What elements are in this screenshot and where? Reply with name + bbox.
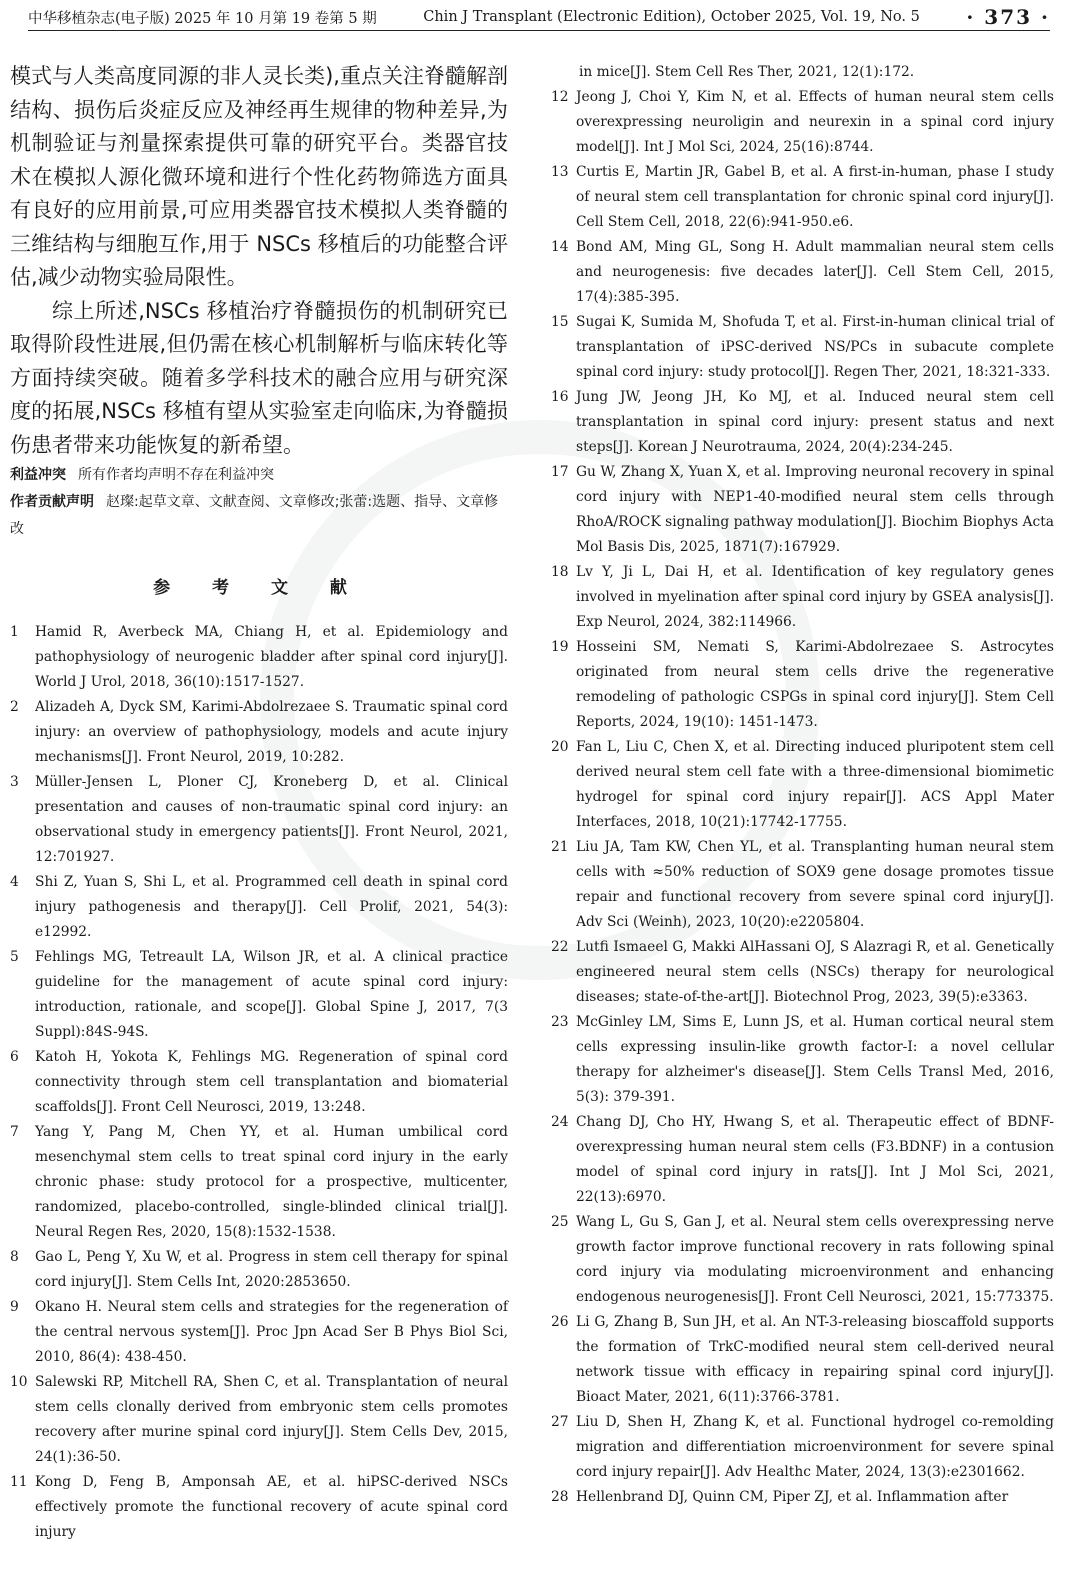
journal-title-cn: 中华移植杂志(电子版) 2025 年 10 月第 19 卷第 5 期 [28, 10, 377, 27]
reference-number: 21 [551, 839, 569, 855]
reference-text: Chang DJ, Cho HY, Hwang S, et al. Therapeutic effect of BDNF-overexpressing human neural stem cells (F3.BDNF) in a contusion model of spinal cord injury in rats[J]. Int J Mol Sci, 2021, 22(13):6970. [576, 1114, 1054, 1205]
reference-text: Curtis E, Martin JR, Gabel B, et al. A first-in-human, phase I study of neural stem cell transplantation for chronic spinal cord injury[J]. Cell Stem Cell, 2018, 22(6):941-950.e6. [576, 164, 1054, 230]
reference-item [10, 945, 508, 1045]
reference-text: Hamid R, Averbeck MA, Chiang H, et al. Epidemiology and pathophysiology of neurogenic bladder after spinal cord injury[J]. World J Urol, 2018, 36(10):1517-1527. [35, 624, 508, 690]
reference-number: 28 [551, 1489, 569, 1505]
reference-text: Liu JA, Tam KW, Chen YL, et al. Transplanting human neural stem cells with ≈50% reduction of SOX9 gene dosage promotes tissue repair and functional recovery from severe spinal cord injury[J]. Adv Sci (Weinh), 2023, 10(20):e2205804. [576, 839, 1054, 930]
reference-number: 7 [10, 1124, 19, 1140]
conflict-text: 所有作者均声明不存在利益冲突 [78, 467, 274, 483]
reference-text: Salewski RP, Mitchell RA, Shen C, et al. Transplantation of neural stem cells clonally derived from embryonic stem cells promotes recovery after murine spinal cord injury[J]. Stem Cells Dev, 2015, 24(1):36-50. [35, 1374, 508, 1465]
reference-number: 4 [10, 874, 19, 890]
reference-text: Müller-Jensen L, Ploner CJ, Kroneberg D, et al. Clinical presentation and causes of non-traumatic spinal cord injury: an observational study in emergency patients[J]. Front Neurol, 2021, 12:701927. [35, 774, 508, 865]
reference-number: 24 [551, 1114, 569, 1130]
reference-text: McGinley LM, Sims E, Lunn JS, et al. Human cortical neural stem cells expressing insulin-like growth factor-I: a novel cellular therapy for alzheimer's disease[J]. Stem Cells Transl Med, 2016, 5(3): 379-391. [576, 1014, 1054, 1105]
body-paragraph-1: 模式与人类高度同源的非人灵长类),重点关注脊髓解剖结构、损伤后炎症反应及神经再生规律的物种差异,为机制验证与剂量探索提供可靠的研究平台。类器官技术在模拟人源化微环境和进行个性化药物筛选方面具有良好的应用前景,可应用类器官技术模拟人类脊髓的三维结构与细胞互作,用于 NSCs 移植后的功能整合评估,减少动物实验局限性。 [10, 64, 508, 289]
reference-list-right [551, 60, 1054, 1510]
reference-item [551, 1310, 1054, 1410]
reference-item [10, 1245, 508, 1295]
reference-text: Okano H. Neural stem cells and strategies for the regeneration of the central nervous system[J]. Proc Jpn Acad Ser B Phys Biol Sci, 2010, 86(4): 438-450. [35, 1299, 508, 1365]
reference-text: Liu D, Shen H, Zhang K, et al. Functional hydrogel co-remolding migration and differentiation microenvironment for severe spinal cord injury repair[J]. Adv Healthc Mater, 2024, 13(3):e2301662. [576, 1414, 1054, 1480]
references-heading: 参 考 文 献 [153, 578, 365, 598]
reference-text: Wang L, Gu S, Gan J, et al. Neural stem cells overexpressing nerve growth factor improve functional recovery in rats following spinal cord injury via modulating microenvironment and enhancing endogenous neurogenesis[J]. Front Cell Neurosci, 2021, 15:773375. [576, 1214, 1054, 1305]
reference-text: Fan L, Liu C, Chen X, et al. Directing induced pluripotent stem cell derived neural stem cell fate with a three-dimensional biomimetic hydrogel for spinal cord injury repair[J]. ACS Appl Mater Interfaces, 2018, 10(21):17742-17755. [576, 739, 1054, 830]
reference-number: 3 [10, 774, 19, 790]
reference-text: Gao L, Peng Y, Xu W, et al. Progress in stem cell therapy for spinal cord injury[J]. Stem Cells Int, 2020:2853650. [35, 1249, 508, 1290]
reference-item [551, 735, 1054, 835]
contribution-label: 作者贡献声明 [10, 494, 94, 510]
reference-number: 9 [10, 1299, 19, 1315]
reference-item [10, 1045, 508, 1120]
reference-item [551, 1210, 1054, 1310]
journal-title-en: Chin J Transplant (Electronic Edition), October 2025, Vol. 19, No. 5 [423, 9, 920, 25]
conflict-label: 利益冲突 [10, 467, 66, 483]
reference-number: 17 [551, 464, 569, 480]
reference-item [10, 1295, 508, 1370]
reference-item [551, 635, 1054, 735]
reference-item [551, 160, 1054, 235]
reference-text: Hosseini SM, Nemati S, Karimi-Abdolrezaee S. Astrocytes originated from neural stem cells drive the regenerative remodeling of pathologic CSPGs in spinal cord injury[J]. Stem Cell Reports, 2024, 19(10): 1451-1473. [576, 639, 1054, 730]
reference-number: 26 [551, 1314, 569, 1330]
reference-number: 12 [551, 89, 569, 105]
page-number: · 373 · [966, 5, 1050, 29]
reference-number: 20 [551, 739, 569, 755]
reference-number: 10 [10, 1374, 28, 1390]
reference-item [551, 935, 1054, 1010]
reference-item [551, 460, 1054, 560]
reference-item [551, 1110, 1054, 1210]
reference-item [551, 60, 1054, 85]
reference-text: Gu W, Zhang X, Yuan X, et al. Improving neuronal recovery in spinal cord injury with NEP1-40-modified neural stem cells through RhoA/ROCK signaling pathway modulation[J]. Biochim Biophys Acta Mol Basis Dis, 2025, 1871(7):167929. [576, 464, 1054, 555]
reference-text: Jung JW, Jeong JH, Ko MJ, et al. Induced neural stem cell transplantation in spinal cord injury: present status and next steps[J]. Korean J Neurotrauma, 2024, 20(4):234-245. [576, 389, 1054, 455]
reference-item [10, 1120, 508, 1245]
reference-number: 14 [551, 239, 569, 255]
author-contribution [10, 489, 508, 543]
reference-item [10, 620, 508, 695]
reference-number: 27 [551, 1414, 569, 1430]
reference-number: 8 [10, 1249, 19, 1265]
reference-text: Kong D, Feng B, Amponsah AE, et al. hiPSC-derived NSCs effectively promote the functional recovery of acute spinal cord injury [35, 1474, 508, 1540]
reference-item [551, 1010, 1054, 1110]
reference-item [551, 385, 1054, 460]
reference-text: Shi Z, Yuan S, Shi L, et al. Programmed cell death in spinal cord injury pathogenesis and therapy[J]. Cell Prolif, 2021, 54(3): e12992. [35, 874, 508, 940]
body-paragraph-2: 综上所述,NSCs 移植治疗脊髓损伤的机制研究已取得阶段性进展,但仍需在核心机制解析与临床转化等方面持续突破。随着多学科技术的融合应用与研究深度的拓展,NSCs 移植有望从实验室走向临床,为脊髓损伤患者带来功能恢复的新希望。 [10, 298, 508, 457]
reference-number: 2 [10, 699, 19, 715]
reference-item [10, 770, 508, 870]
left-column [10, 60, 508, 1545]
reference-text: Yang Y, Pang M, Chen YY, et al. Human umbilical cord mesenchymal stem cells to treat spinal cord injury in the early chronic phase: study protocol for a prospective, multicenter, randomized, placebo-controlled, single-blinded clinical trial[J]. Neural Regen Res, 2020, 15(8):1532-1538. [35, 1124, 508, 1240]
reference-item [551, 560, 1054, 635]
reference-item [10, 1470, 508, 1545]
reference-item [551, 1410, 1054, 1485]
reference-text: Hellenbrand DJ, Quinn CM, Piper ZJ, et al. Inflammation after [576, 1489, 1009, 1505]
reference-item [10, 695, 508, 770]
reference-text: Bond AM, Ming GL, Song H. Adult mammalian neural stem cells and neurogenesis: five decades later[J]. Cell Stem Cell, 2015, 17(4):385-395. [576, 239, 1054, 305]
reference-number: 18 [551, 564, 569, 580]
reference-text: Jeong J, Choi Y, Kim N, et al. Effects of human neural stem cells overexpressing neuroligin and neurexin in a spinal cord injury model[J]. Int J Mol Sci, 2024, 25(16):8744. [576, 89, 1054, 155]
reference-number: 25 [551, 1214, 569, 1230]
reference-list-left [10, 620, 508, 1545]
reference-number: 6 [10, 1049, 19, 1065]
conflict-of-interest [10, 462, 508, 489]
reference-number: 1 [10, 624, 19, 640]
reference-item [551, 85, 1054, 160]
reference-item [551, 310, 1054, 385]
reference-text: in mice[J]. Stem Cell Res Ther, 2021, 12(1):172. [579, 64, 915, 80]
reference-number: 11 [10, 1474, 28, 1490]
reference-text: Fehlings MG, Tetreault LA, Wilson JR, et al. A clinical practice guideline for the management of acute spinal cord injury: introduction, rationale, and scope[J]. Global Spine J, 2017, 7(3 Suppl):84S-94S. [35, 949, 508, 1040]
contribution-text: 赵璨:起草文章、文献查阅、文章修改;张蕾:选题、指导、文章修改 [10, 494, 499, 537]
reference-item [551, 835, 1054, 935]
reference-number: 13 [551, 164, 569, 180]
reference-text: Alizadeh A, Dyck SM, Karimi-Abdolrezaee S. Traumatic spinal cord injury: an overview of pathophysiology, models and acute injury mechanisms[J]. Front Neurol, 2019, 10:282. [35, 699, 508, 765]
reference-item [10, 870, 508, 945]
reference-text: Lutfi Ismaeel G, Makki AlHassani OJ, S Alazragi R, et al. Genetically engineered neural stem cells (NSCs) therapy for neurological diseases; state-of-the-art[J]. Biotechnol Prog, 2023, 39(5):e3363. [576, 939, 1054, 1005]
right-column [551, 60, 1054, 1510]
reference-text: Li G, Zhang B, Sun JH, et al. An NT-3-releasing bioscaffold supports the formation of TrkC-modified neural stem cell-derived neural network tissue with efficacy in repairing spinal cord injury[J]. Bioact Mater, 2021, 6(11):3766-3781. [576, 1314, 1054, 1405]
reference-number: 15 [551, 314, 569, 330]
reference-item [551, 1485, 1054, 1510]
reference-number: 23 [551, 1014, 569, 1030]
reference-number: 19 [551, 639, 569, 655]
reference-number: 5 [10, 949, 19, 965]
reference-text: Lv Y, Ji L, Dai H, et al. Identification of key regulatory genes involved in myelination after spinal cord injury by GSEA analysis[J]. Exp Neurol, 2024, 382:114966. [576, 564, 1054, 630]
reference-text: Sugai K, Sumida M, Shofuda T, et al. First-in-human clinical trial of transplantation of iPSC-derived NS/PCs in subacute complete spinal cord injury: study protocol[J]. Regen Ther, 2021, 18:321-333. [576, 314, 1054, 380]
reference-item [551, 235, 1054, 310]
page-header [28, 4, 1050, 31]
reference-number: 22 [551, 939, 569, 955]
reference-item [10, 1370, 508, 1470]
reference-text: Katoh H, Yokota K, Fehlings MG. Regeneration of spinal cord connectivity through stem cell transplantation and biomaterial scaffolds[J]. Front Cell Neurosci, 2019, 13:248. [35, 1049, 508, 1115]
reference-number: 16 [551, 389, 569, 405]
